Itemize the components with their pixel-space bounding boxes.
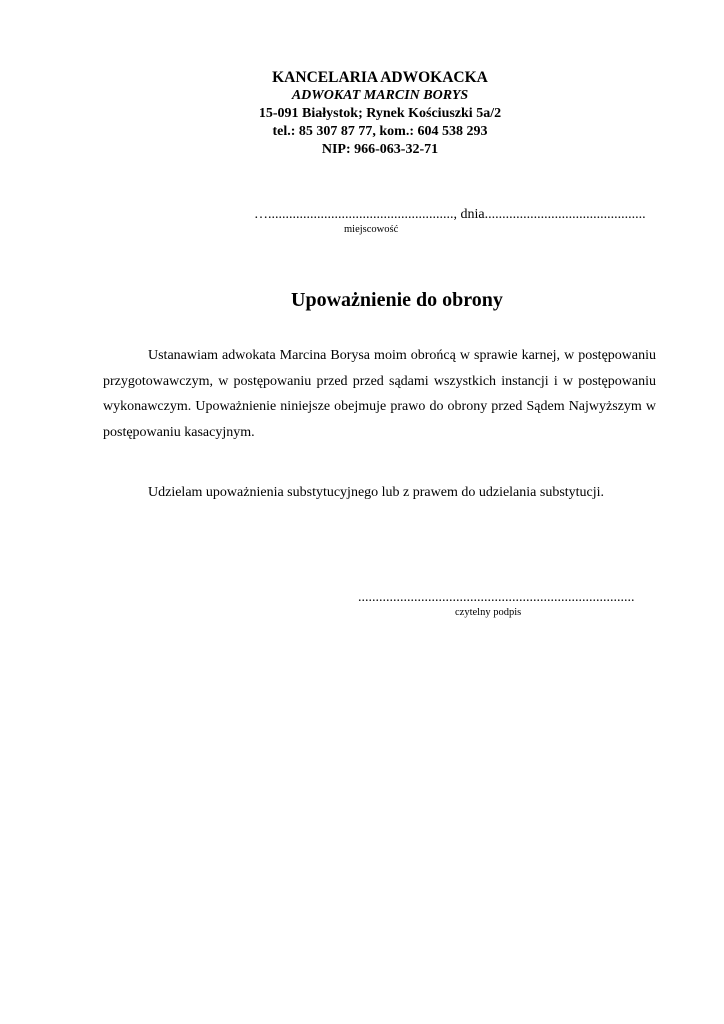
firm-name: KANCELARIA ADWOKACKA	[272, 69, 488, 86]
place-caption: miejscowość	[344, 224, 399, 235]
document-title: Upoważnienie do obrony	[291, 289, 503, 311]
letterhead	[0, 68, 724, 159]
paragraph-substitution: Udzielam upoważnienia substytucyjnego lub z prawem do udzielania substytucji.	[148, 485, 605, 500]
place-date-field: …....................................................., dnia..............................................	[254, 207, 646, 222]
firm-address: 15-091 Białystok; Rynek Kościuszki 5a/2	[258, 106, 502, 121]
signature-field: ...............................................................................	[358, 590, 635, 605]
firm-phones: tel.: 85 307 87 77, kom.: 604 538 293	[272, 124, 488, 139]
firm-nip: NIP: 966-063-32-71	[321, 142, 439, 157]
paragraph-authorization: Ustanawiam adwokata Marcina Borysa moim obrońcą w sprawie karnej, w postępowaniu przygotowawczym, w postępowaniu przed przed sądami wszystkich instancji i w postępowaniu wykonawczym. Upoważnienie niniejsze obejmuje prawo do obrony przed Sądem Najwyższym w postępowaniu kasacyjnym.	[103, 348, 656, 440]
signature-caption: czytelny podpis	[455, 607, 522, 618]
lawyer-title: ADWOKAT MARCIN BORYS	[291, 88, 469, 103]
